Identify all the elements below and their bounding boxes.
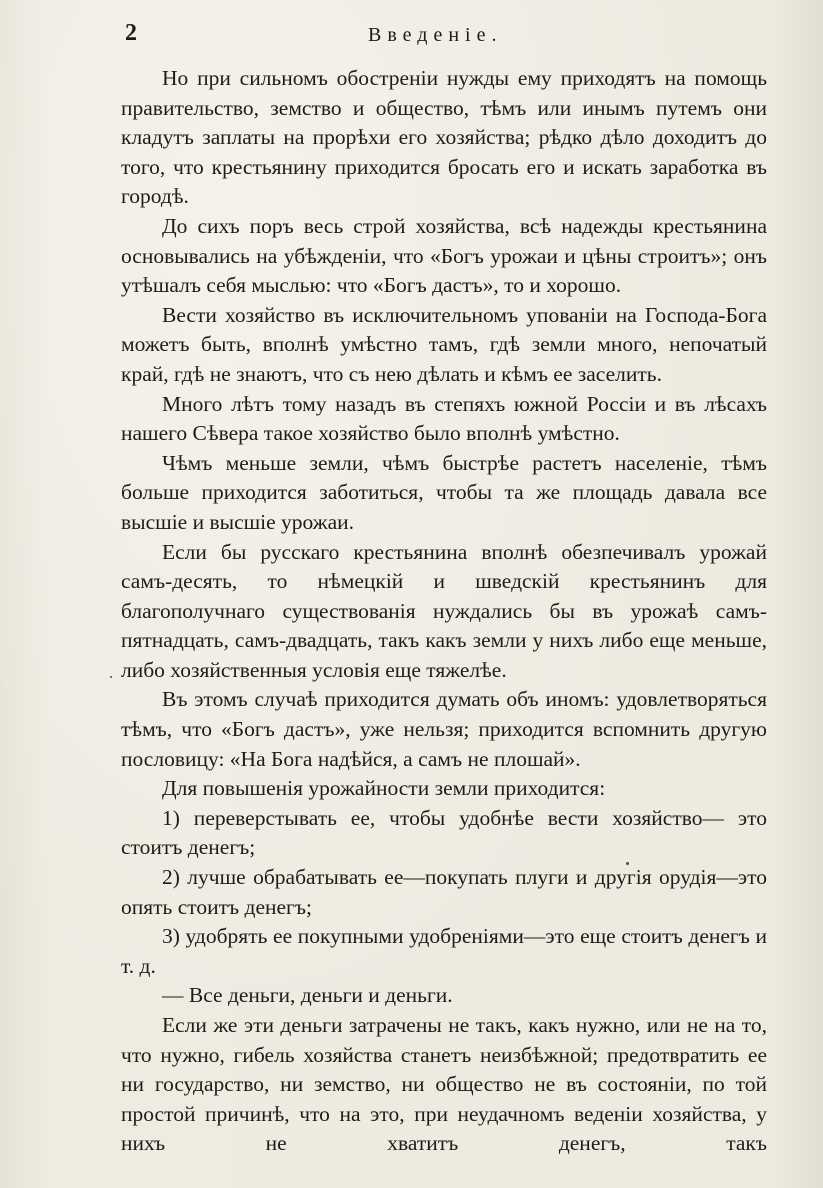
ink-speck [110, 676, 112, 678]
list-item: 3) удобрять ее покупными удобренiями—это еще стоитъ денегъ и т. д. [121, 924, 767, 978]
paragraph: Если же эти деньги затрачены не такъ, какъ нужно, или не на то, что нужно, гибель хозяйства станетъ неизбѣжной; предотвратить ее ни государство, ни земство, ни общество не въ состоянiи, по той простой причинѣ, что на это, при неудачномъ веденiи хозяйства, у нихъ не хватитъ денегъ, такъ [121, 1013, 767, 1156]
running-title: Введенiе. [368, 24, 503, 46]
ink-speck [626, 862, 629, 865]
list-item: 2) лучше обрабатывать ее—покупать плуги и другiя орудiя—это опять стоитъ денегъ; [121, 865, 767, 919]
list-item: 1) переверстывать ее, чтобы удобнѣе вести хозяйство— это стоитъ денегъ; [121, 805, 767, 860]
page-number: 2 [125, 20, 137, 46]
paragraph: Если бы русскаго крестьянина вполнѣ обезпечивалъ урожай самъ-десять, то нѣмецкiй и шведскiй крестьянинъ для благополучнаго существованiя нуждались бы въ урожаѣ самъ-пятнадцать, самъ-двадцать, такъ какъ земли у нихъ либо еще меньше, либо хозяйственныя условiя еще тяжелѣе. [121, 539, 767, 682]
paragraph: До сихъ поръ весь строй хозяйства, всѣ надежды крестьянина основывались на убѣжденiи, что «Богъ урожаи и цѣны строитъ»; онъ утѣшалъ себя мыслью: что «Богъ дастъ», то и хорошо. [121, 213, 767, 298]
paragraph: Чѣмъ меньше земли, чѣмъ быстрѣе растетъ населенiе, тѣмъ больше приходится заботиться, чтобы та же площадь давала все высшiе и высшiе урожаи. [121, 450, 767, 534]
body-text [121, 64, 767, 1159]
paragraph: Много лѣтъ тому назадъ въ степяхъ южной Россiи и въ лѣсахъ нашего Сѣвера такое хозяйство было вполнѣ умѣстно. [121, 391, 767, 446]
paragraph: Вести хозяйство въ исключительномъ упованiи на Господа-Бога можетъ быть, вполнѣ умѣстно тамъ, гдѣ земли много, непочатый край, гдѣ не знаютъ, что съ нею дѣлать и кѣмъ ее заселить. [121, 302, 767, 386]
paragraph: Но при сильномъ обостренiи нужды ему приходятъ на помощь правительство, земство и общество, тѣмъ или инымъ путемъ они кладутъ заплаты на прорѣхи его хозяйства; рѣдко дѣло доходитъ до того, что крестьянину приходится бросать его и искать заработка въ городѣ. [121, 66, 767, 209]
paragraph: Въ этомъ случаѣ приходится думать объ иномъ: удовлетворяться тѣмъ, что «Богъ дастъ», уже нельзя; приходится вспомнить другую пословицу: «На Бога надѣйся, а самъ не плошай». [121, 687, 767, 771]
paragraph: — Все деньги, деньги и деньги. [162, 983, 453, 1008]
paragraph: Для повышенiя урожайности земли приходится: [162, 776, 606, 801]
